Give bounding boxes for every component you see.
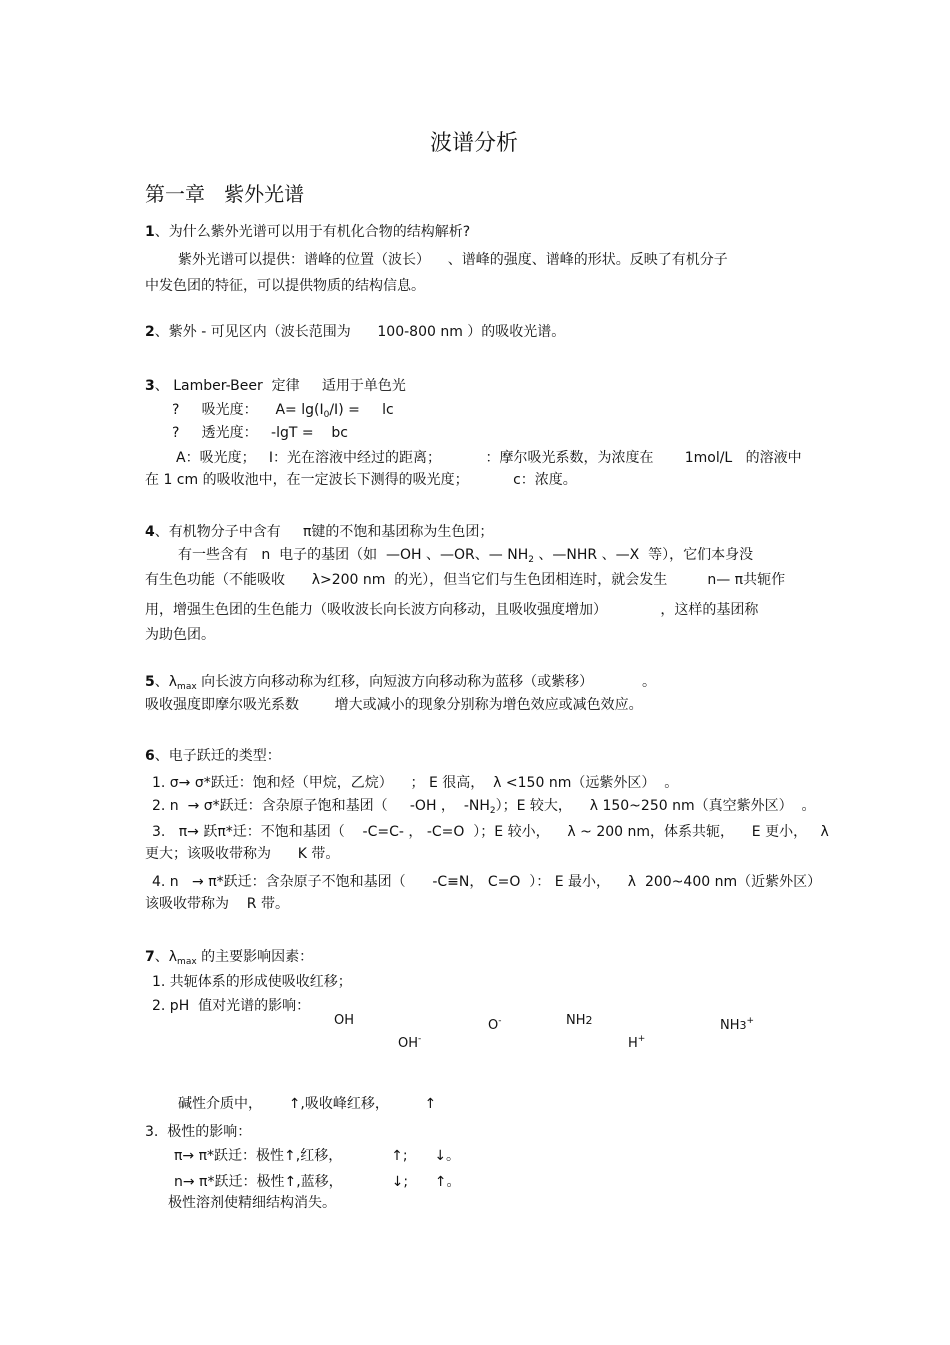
q6-item4: 4. n → π*跃迁：含杂原子不饱和基团（ -C≡N， C=O ）： E 最小， λ 200~400 nm（近紫外区） (152, 874, 822, 890)
q6-item1: 1. σ→ σ*跃迁：饱和烃（甲烷，乙烷） ； E 很高， λ <150 nm（远紫外区） 。 (152, 775, 679, 791)
q7-number: 7 (145, 949, 155, 965)
q6-item2 (152, 797, 816, 820)
chem-oh: OH (334, 1013, 355, 1028)
chem-oh-minus (398, 1030, 421, 1053)
q7-polarity-pi: π→ π*跃迁：极性↑,红移， ↑; ↓。 (174, 1148, 461, 1164)
chem-nh2-text: NH (566, 1013, 586, 1028)
q4-line3: 有生色功能（不能吸收 λ>200 nm 的光），但当它们与生色团相连时，就会发生 n— π共轭作 (145, 572, 786, 588)
q6-number: 6 (145, 748, 155, 764)
q6-title-text: 、电子跃迁的类型： (154, 748, 281, 764)
q3-number: 3 (145, 378, 155, 394)
q6-item2a: 2. n → σ*跃迁：含杂原子饱和基团（ -OH ， -NH (152, 798, 490, 814)
chem-nh2-sub: 2 (585, 1014, 593, 1027)
q6-item4-cont: 该吸收带称为 R 带。 (145, 896, 289, 912)
q4-line4: 用，增强生色团的生色能力（吸收波长向长波方向移动，且吸收强度增加） ，这样的基团称 (145, 602, 759, 618)
q3-transmittance: ? 透光度： -lgT = bc (172, 425, 348, 441)
q2-number: 2 (145, 324, 155, 340)
q6-item2b: ）；E 较大， λ 150~250 nm（真空紫外区） 。 (495, 798, 816, 814)
q3-absorbance (172, 401, 394, 424)
chem-h-text: H (628, 1036, 638, 1051)
q5-lambda: 、λ (154, 674, 178, 690)
chem-o-text: O (488, 1018, 499, 1033)
q5-line2: 吸收强度即摩尔吸光系数 增大或减小的现象分别称为增色效应或减色效应。 (145, 697, 643, 713)
chem-oh-minus-text: OH (398, 1036, 419, 1051)
q6-title (145, 747, 281, 765)
q4-line2b: 、—NHR 、—X 等），它们本身没 (533, 547, 754, 563)
q6-item3-cont: 更大；该吸收带称为 K 带。 (145, 846, 340, 862)
q7-basic-medium: 碱性介质中， ↑,吸收峰红移， ↑ (178, 1096, 437, 1112)
chem-o-charge: - (498, 1016, 502, 1026)
q1-question-text: 、为什么紫外光谱可以用于有机化合物的结构解析? (154, 224, 471, 240)
q2-paragraph (145, 323, 565, 341)
chem-nh3-text: NH (720, 1018, 740, 1033)
q3-absorbance-sub: 0 (323, 410, 330, 420)
q1-answer-line1: 紫外光谱可以提供：谱峰的位置（波长） 、谱峰的强度、谱峰的形状。反映了有机分子 (178, 252, 728, 268)
chem-h-plus (628, 1030, 645, 1053)
q4-line2-sub: 2 (528, 555, 534, 565)
q3-absorbance-a: ? 吸光度： A= lg(I (172, 402, 324, 418)
q4-line2 (178, 546, 753, 569)
q7-lambda: 、λ (154, 949, 178, 965)
q7-title (145, 948, 313, 971)
chem-nh3-plus (720, 1012, 754, 1035)
chem-h-charge: + (637, 1034, 646, 1044)
q1-number: 1 (145, 224, 155, 240)
q7-item3: 3. 极性的影响： (145, 1124, 252, 1140)
chem-oh-minus-charge: - (418, 1034, 422, 1044)
q7-item2: 2. pH 值对光谱的影响： (152, 998, 311, 1014)
q5-lambda-max: max (177, 682, 197, 692)
q3-absorbance-b: /I) = lc (329, 402, 394, 418)
q6-item2-sub: 2 (489, 806, 496, 816)
q2-text: 、紫外 - 可见区内（波长范围为 100-800 nm ）的吸收光谱。 (154, 324, 566, 340)
q6-item3: 3. π→ 跃π*迁：不饱和基团（ -C=C- ， -C=O ）；E 较小， λ ~ 200 nm，体系共轭， E 更小， λ (152, 824, 829, 840)
q7-polarity-fine: 极性溶剂使精细结构消失。 (168, 1195, 336, 1211)
q4-line1 (145, 523, 493, 541)
q4-line1-text: 、有机物分子中含有 π键的不饱和基团称为生色团； (154, 524, 494, 540)
q3-definition-line2: 在 1 cm 的吸收池中，在一定波长下测得的吸光度； c：浓度。 (145, 472, 577, 488)
page-title: 波谱分析 (430, 131, 519, 156)
q7-polarity-n: n→ π*跃迁：极性↑,蓝移， ↓; ↑。 (174, 1174, 461, 1190)
chapter-heading: 第一章 紫外光谱 (145, 182, 305, 206)
q4-line5: 为助色团。 (145, 627, 215, 643)
chem-o-minus (488, 1012, 501, 1035)
q1-question (145, 223, 470, 241)
q5-line1 (145, 673, 656, 696)
q7-item1: 1. 共轭体系的形成使吸收红移； (152, 974, 352, 990)
chem-nh3-sub: 3 (739, 1019, 747, 1032)
q7-lambda-max: max (177, 957, 197, 967)
chem-nh3-charge: + (746, 1016, 755, 1026)
q3-title-text: 、 Lamber-Beer 定律 适用于单色光 (154, 378, 406, 394)
chem-nh2 (566, 1012, 593, 1030)
q7-title-text: 的主要影响因素： (196, 949, 314, 965)
q4-line2a: 有一些含有 n 电子的基团（如 —OH 、—OR、— NH (178, 547, 529, 563)
q5-number: 5 (145, 674, 155, 690)
q5-line1-text: 向长波方向移动称为红移，向短波方向移动称为蓝移（或紫移） 。 (196, 674, 657, 690)
q1-answer-line2: 中发色团的特征，可以提供物质的结构信息。 (145, 278, 425, 294)
q3-definition-line1: A：吸光度； I：光在溶液中经过的距离； ：摩尔吸光系数，为浓度在 1mol/L 的溶液中 (176, 450, 802, 466)
q4-number: 4 (145, 524, 155, 540)
q3-title (145, 377, 406, 395)
